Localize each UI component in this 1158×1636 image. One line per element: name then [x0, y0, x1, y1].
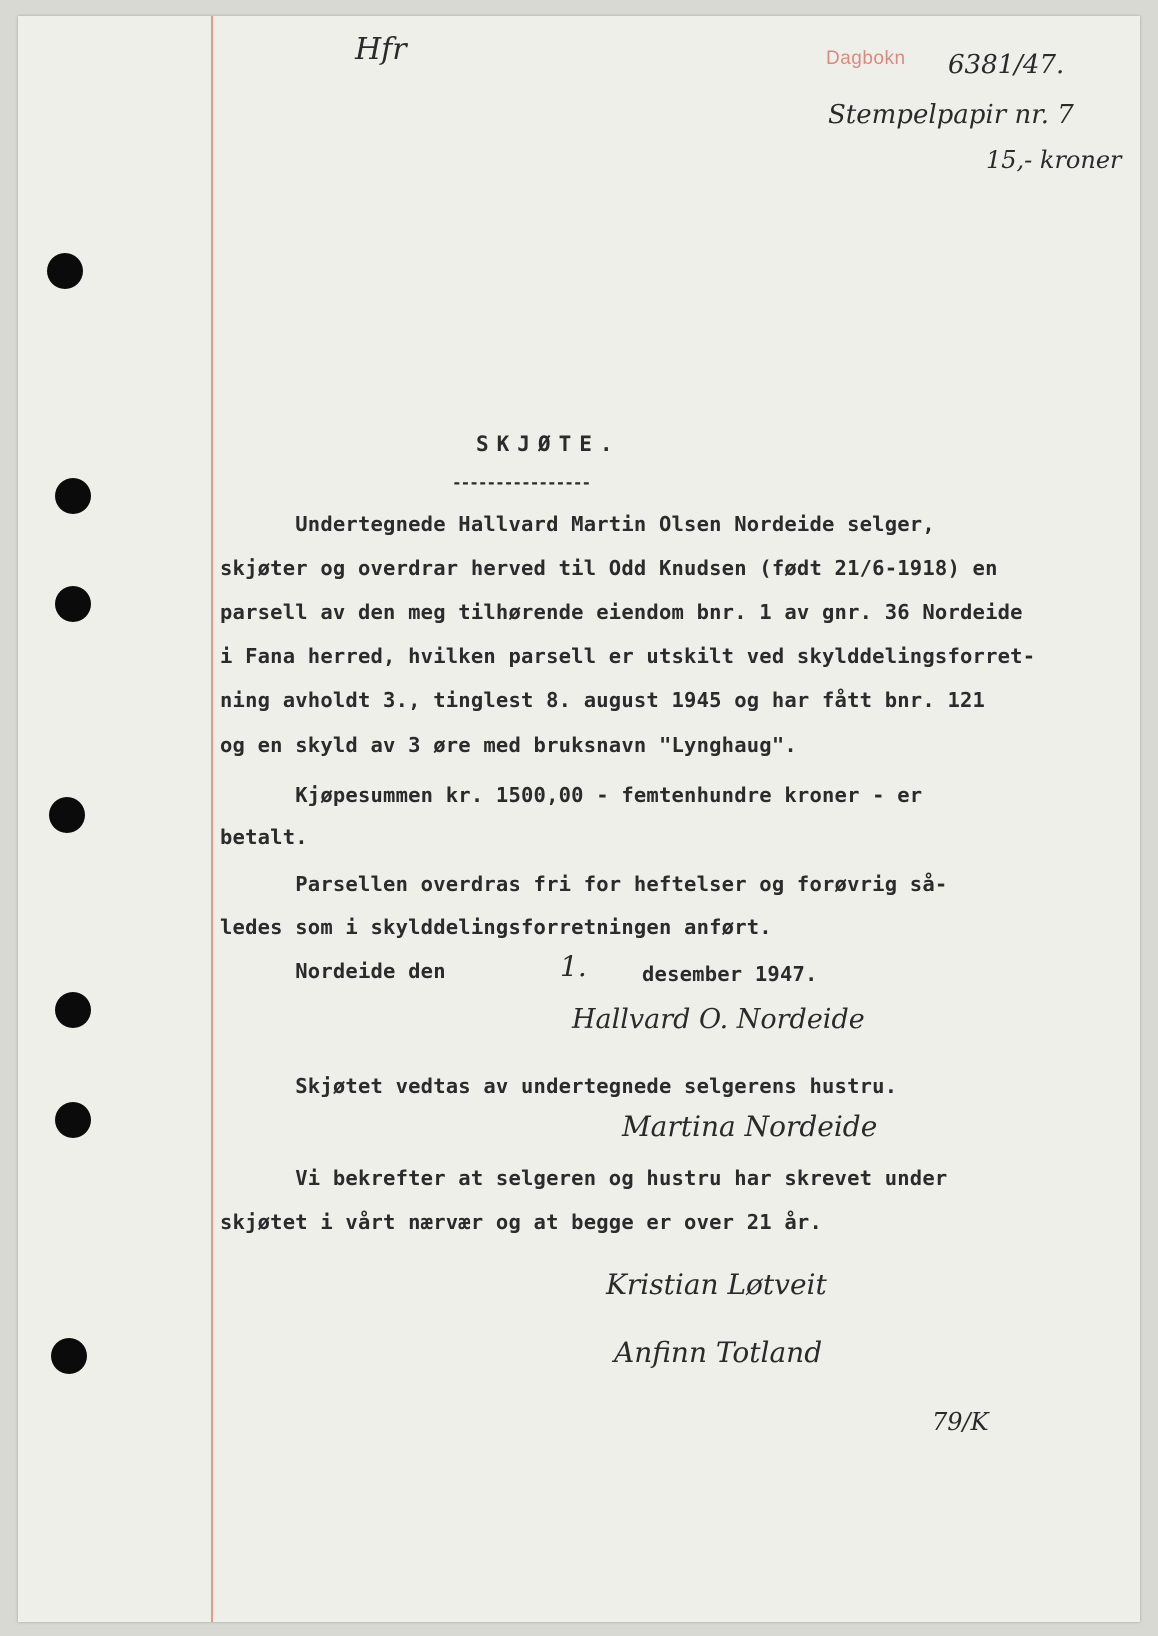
punch-hole	[55, 992, 91, 1028]
acceptance-line: Skjøtet vedtas av undertegnede selgerens hustru.	[220, 1074, 898, 1098]
body-line: ledes som i skylddelingsforretningen anført.	[220, 915, 772, 939]
bottom-mark: 79/K	[932, 1408, 989, 1436]
witness-line: skjøtet i vårt nærvær og at begge er over 21 år.	[220, 1210, 823, 1234]
body-line: Parsellen overdras fri for heftelser og forøvrig så-	[220, 872, 948, 896]
body-line: Undertegnede Hallvard Martin Olsen Nordeide selger,	[220, 512, 935, 536]
body-line: betalt.	[220, 825, 308, 849]
handwritten-initials: Hfr	[355, 32, 407, 67]
punch-hole	[47, 253, 83, 289]
body-line: i Fana herred, hvilken parsell er utskilt ved skylddelingsforret-	[220, 644, 1036, 668]
body-line: skjøter og overdrar herved til Odd Knudsen (født 21/6-1918) en	[220, 556, 998, 580]
margin-line	[211, 16, 213, 1622]
witness-signature-1: Kristian Løtveit	[606, 1268, 827, 1301]
stamp-paper-note: Stempelpapir nr. 7	[828, 100, 1074, 130]
stamp-amount: 15,- kroner	[986, 146, 1122, 174]
body-line: og en skyld av 3 øre med bruksnavn "Lynghaug".	[220, 733, 797, 757]
body-line: ning avholdt 3., tinglest 8. august 1945 og har fått bnr. 121	[220, 688, 986, 712]
journal-number: 6381/47.	[948, 50, 1065, 80]
punch-hole	[55, 586, 91, 622]
date-prefix: Nordeide den	[220, 959, 446, 983]
punch-hole	[49, 797, 85, 833]
journal-stamp-label: Dagbokn	[826, 48, 906, 69]
witness-line: Vi bekrefter at selgeren og hustru har skrevet under	[220, 1166, 948, 1190]
wife-signature: Martina Nordeide	[622, 1110, 878, 1143]
title-underline: ----------------	[452, 473, 591, 492]
witness-signature-2: Anfinn Totland	[614, 1336, 823, 1369]
date-suffix: desember 1947.	[642, 962, 818, 986]
document-page	[18, 16, 1140, 1622]
seller-signature: Hallvard O. Nordeide	[572, 1004, 865, 1035]
document-title: SKJØTE.	[476, 432, 621, 456]
body-line: parsell av den meg tilhørende eiendom bnr. 1 av gnr. 36 Nordeide	[220, 600, 1023, 624]
punch-hole	[51, 1338, 87, 1374]
body-line: Kjøpesummen kr. 1500,00 - femtenhundre kroner - er	[220, 783, 923, 807]
punch-hole	[55, 1102, 91, 1138]
punch-hole	[55, 478, 91, 514]
date-day: 1.	[560, 950, 587, 983]
